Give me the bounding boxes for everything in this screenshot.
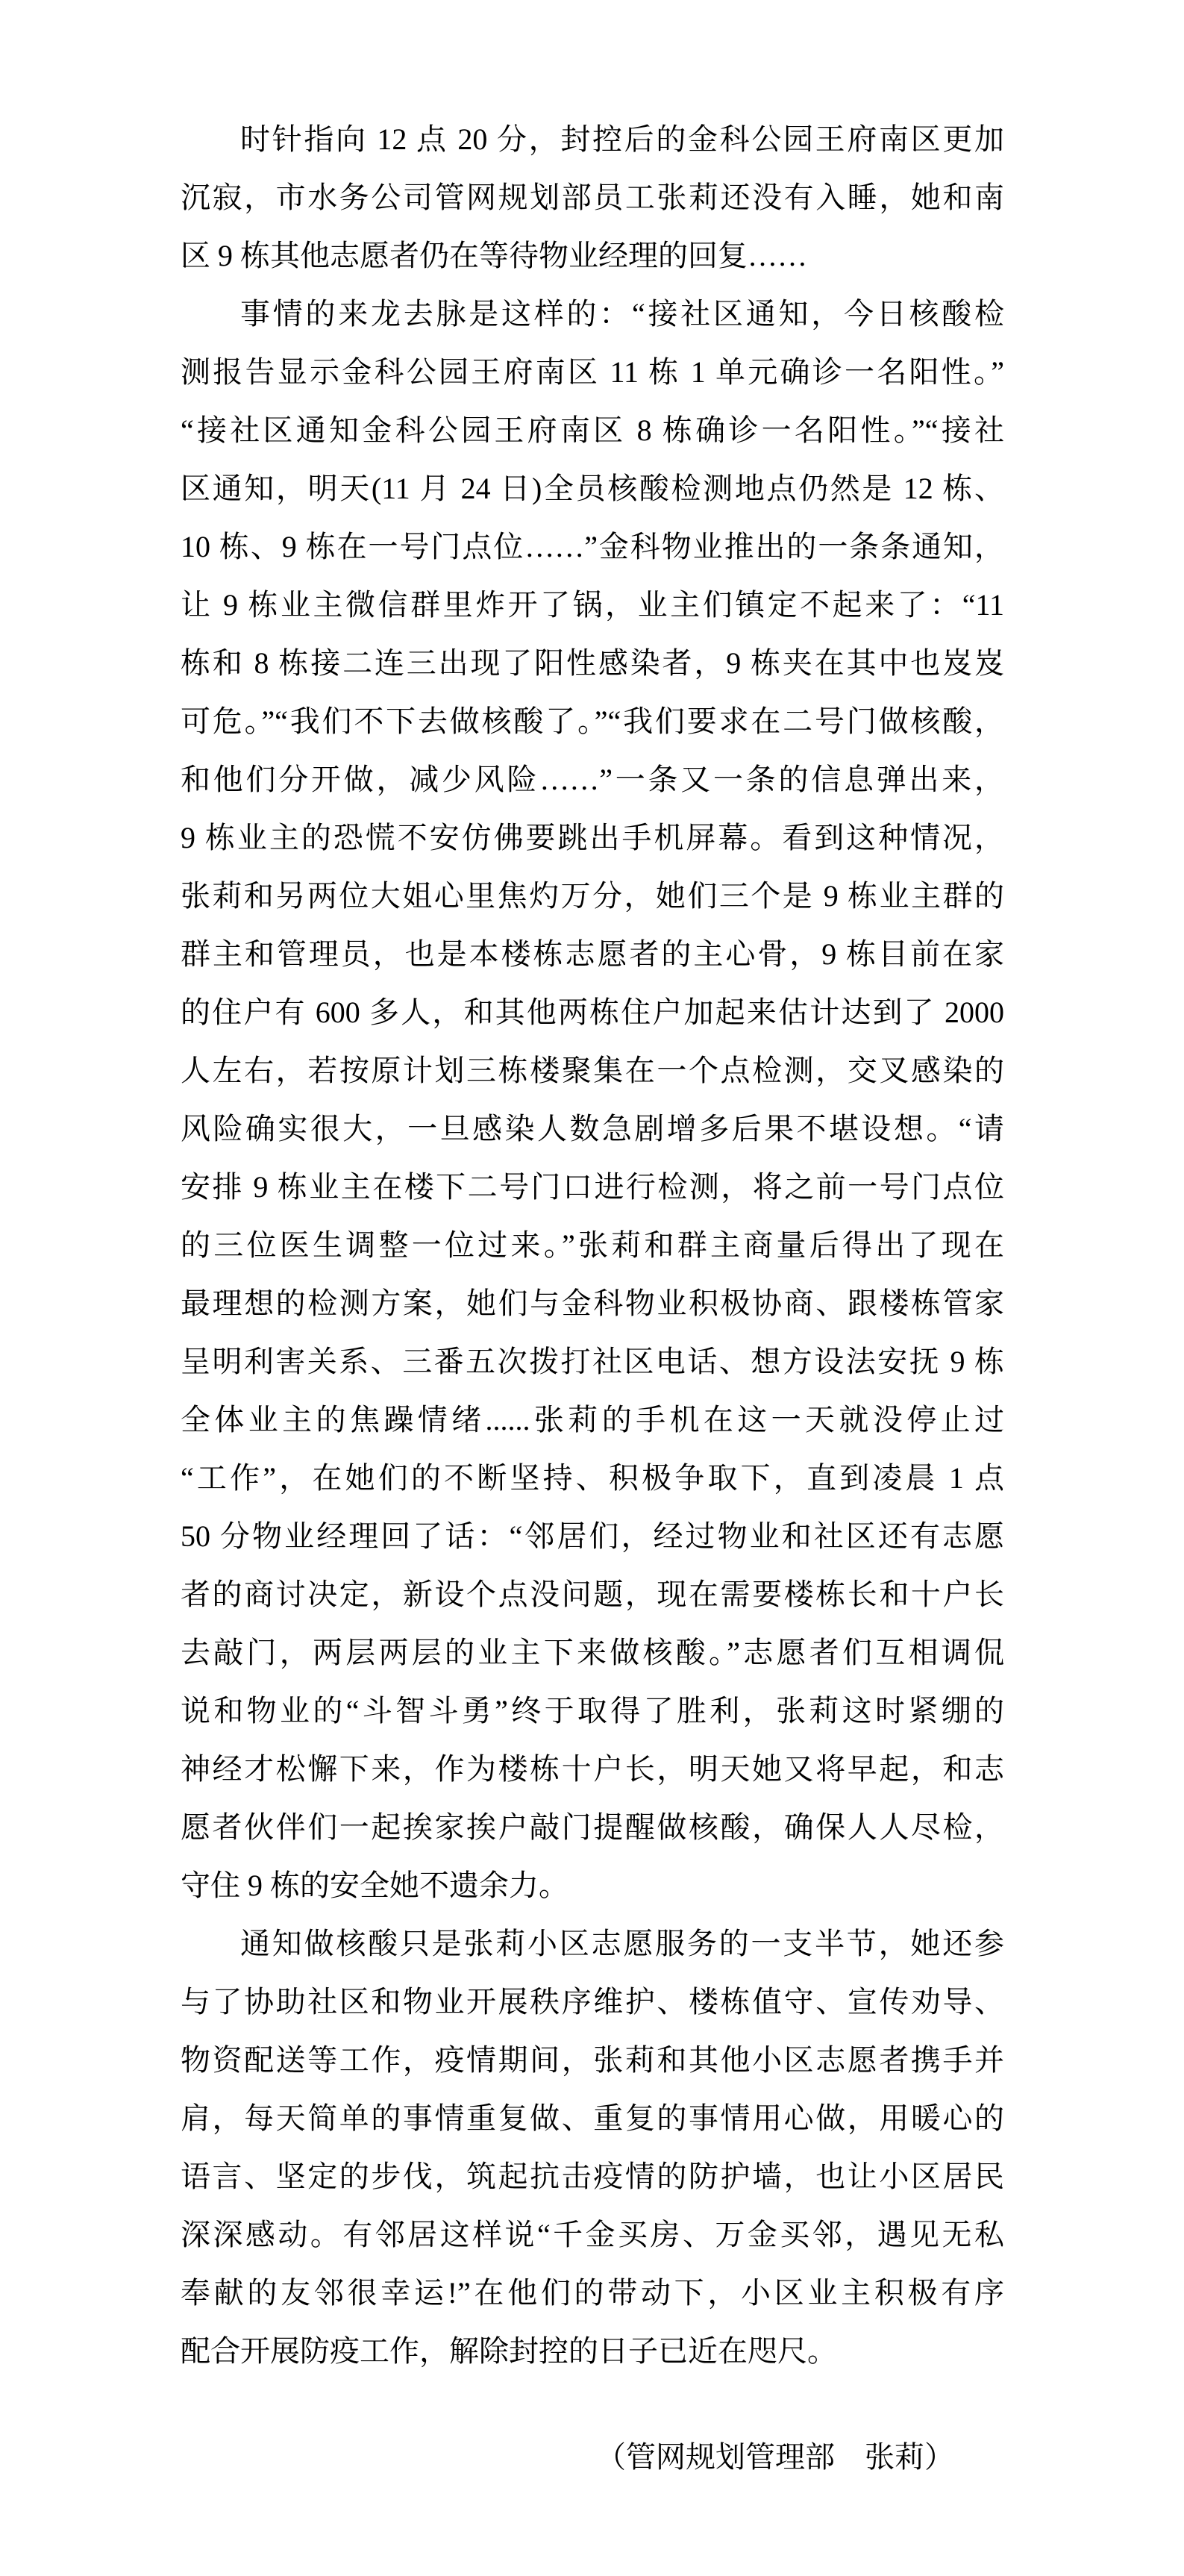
text-line: 语言、坚定的步伐，筑起抗击疫情的防护墙，也让小区居民: [181, 2160, 1004, 2193]
text-line: 与了协助社区和物业开展秩序维护、楼栋值守、宣传劝导、: [181, 1985, 1004, 2019]
text-line: 的住户有 600 多人，和其他两栋住户加起来估计达到了 2000: [181, 995, 1004, 1029]
text-line: 区通知，明天(11 月 24 日)全员核酸检测地点仍然是 12 栋、: [181, 472, 1004, 505]
text-line: 呈明利害关系、三番五次拨打社区电话、想方设法安抚 9 栋: [181, 1345, 1004, 1378]
text-line: 可危。”“我们不下去做核酸了。”“我们要求在二号门做核酸，: [181, 704, 1004, 738]
paragraphs-container: [181, 110, 1004, 2380]
text-line: 深深感动。有邻居这样说“千金买房、万金买邻，遇见无私: [181, 2218, 1004, 2251]
paragraph: [181, 285, 1004, 1915]
text-line: 群主和管理员，也是本楼栋志愿者的主心骨，9 栋目前在家: [181, 937, 1004, 971]
text-line: 10 栋、9 栋在一号门点位……”金科物业推出的一条条通知，: [181, 530, 1004, 563]
text-line: 说和物业的“斗智斗勇”终于取得了胜利，张莉这时紧绷的: [181, 1694, 1004, 1728]
text-line: 9 栋业主的恐慌不安仿佛要跳出手机屏幕。看到这种情况，: [181, 821, 1004, 854]
text-line: 风险确实很大，一旦感染人数急剧增多后果不堪设想。“请: [181, 1112, 1004, 1145]
text-line: 神经才松懈下来，作为楼栋十户长，明天她又将早起，和志: [181, 1752, 1004, 1786]
text-line: 最理想的检测方案，她们与金科物业积极协商、跟楼栋管家: [181, 1287, 1004, 1320]
text-line: 愿者伙伴们一起挨家挨户敲门提醒做核酸，确保人人尽检，: [181, 1810, 1004, 1844]
text-line: 张莉和另两位大姐心里焦灼万分，她们三个是 9 栋业主群的: [181, 879, 1004, 913]
text-line: 肩，每天简单的事情重复做、重复的事情用心做，用暖心的: [181, 2101, 1004, 2135]
paragraph: [181, 1915, 1004, 2380]
paragraph: [181, 110, 1004, 285]
text-line: 栋和 8 栋接二连三出现了阳性感染者，9 栋夹在其中也岌岌: [181, 646, 1004, 680]
text-line: 和他们分开做，减少风险……”一条又一条的信息弹出来，: [181, 763, 1004, 796]
text-line: 的三位医生调整一位过来。”张莉和群主商量后得出了现在: [181, 1228, 1004, 1262]
text-line: 奉献的友邻很幸运!”在他们的带动下，小区业主积极有序: [181, 2276, 1004, 2310]
text-line: 人左右，若按原计划三栋楼聚集在一个点检测，交叉感染的: [181, 1054, 1004, 1087]
text-line: 者的商讨决定，新设个点没问题，现在需要楼栋长和十户长: [181, 1578, 1004, 1611]
text-line: 物资配送等工作，疫情期间，张莉和其他小区志愿者携手并: [181, 2043, 1004, 2077]
text-line: 让 9 栋业主微信群里炸开了锅，业主们镇定不起来了：“11: [181, 588, 1004, 622]
document-body: [181, 110, 1004, 2486]
signature-line: （管网规划管理部 张莉）: [596, 2440, 954, 2474]
text-line: 测报告显示金科公园王府南区 11 栋 1 单元确诊一名阳性。”: [181, 355, 1004, 389]
text-line: 守住 9 栋的安全她不遗余力。: [181, 1869, 568, 1902]
text-line: 安排 9 栋业主在楼下二号门口进行检测，将之前一号门点位: [181, 1170, 1004, 1204]
text-line: “工作”，在她们的不断坚持、积极争取下，直到凌晨 1 点: [181, 1461, 1004, 1495]
text-line: “接社区通知金科公园王府南区 8 栋确诊一名阳性。”“接社: [181, 413, 1004, 447]
text-line: 通知做核酸只是张莉小区志愿服务的一支半节，她还参: [240, 1927, 1004, 1960]
text-line: 配合开展防疫工作，解除封控的日子已近在咫尺。: [181, 2334, 837, 2368]
text-line: 去敲门，两层两层的业主下来做核酸。”志愿者们互相调侃: [181, 1636, 1004, 1669]
text-line: 事情的来龙去脉是这样的：“接社区通知，今日核酸检: [240, 297, 1004, 331]
text-line: 50 分物业经理回了话：“邻居们，经过物业和社区还有志愿: [181, 1519, 1004, 1553]
text-line: 时针指向 12 点 20 分，封控后的金科公园王府南区更加: [240, 122, 1004, 156]
text-line: 全体业主的焦躁情绪......张莉的手机在这一天就没停止过: [181, 1403, 1004, 1437]
text-line: 区 9 栋其他志愿者仍在等待物业经理的回复……: [181, 239, 807, 272]
text-line: 沉寂，市水务公司管网规划部员工张莉还没有入睡，她和南: [181, 181, 1004, 214]
